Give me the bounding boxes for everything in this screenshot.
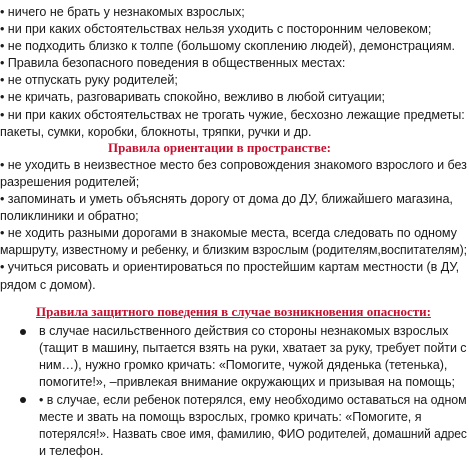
section-heading-protective: Правила защитного поведения в случае возникновения опасности: bbox=[36, 304, 431, 320]
list-item: • Правила безопасного поведения в общественных местах: bbox=[0, 56, 346, 71]
list-item: • в случае, если ребенок потерялся, ему необходимо оставаться на одном bbox=[39, 392, 467, 407]
list-item: потерялся!». Назвать свое имя, фамилию, ФИО родителей, домашний адрес bbox=[39, 426, 467, 441]
list-item: помогите!», –привлекая внимание окружающих и призывая на помощь; bbox=[39, 375, 455, 390]
list-item: • не отпускать руку родителей; bbox=[0, 73, 178, 88]
section-heading-orientation: Правила ориентации в пространстве: bbox=[108, 139, 331, 155]
list-item: • ни при каких обстоятельствах нельзя уходить с посторонним человеком; bbox=[0, 22, 432, 37]
list-item: • ничего не брать у незнакомых взрослых; bbox=[0, 5, 245, 19]
list-item: • запоминать и уметь объяснять дорогу от дома до ДУ, ближайшего магазина, bbox=[0, 192, 453, 207]
list-item: пакеты, сумки, коробки, блокноты, тряпки, ручки и др. bbox=[0, 124, 312, 139]
list-item: • ни при каких обстоятельствах не трогать чужие, бесхозно лежащие предметы: bbox=[0, 107, 465, 122]
list-item: • не подходить близко к толпе (большому скоплению людей), демонстрациям. bbox=[0, 39, 455, 54]
list-item: ним…), нужно громко кричать: «Помогите, чужой дяденька (тетенька), bbox=[39, 358, 448, 373]
list-item: поликлиники и обратно; bbox=[0, 209, 139, 224]
list-item: разрешения родителей; bbox=[0, 175, 140, 189]
bullet-icon bbox=[20, 329, 26, 335]
list-item: в случае насильственного действия со стороны незнакомых взрослых bbox=[39, 324, 449, 339]
list-item: • не уходить в неизвестное место без сопровождения знакомого взрослого и без bbox=[0, 157, 467, 172]
list-item: месте и звать на помощь взрослых, громко кричать: «Помогите, я bbox=[39, 409, 422, 424]
list-item: • учиться рисовать и ориентироваться по простейшим картам местности (в ДУ, bbox=[0, 260, 460, 275]
list-item: • не кричать, разговаривать спокойно, вежливо в любой ситуации; bbox=[0, 90, 385, 105]
list-item: • не ходить разными дорогами в знакомые места, всегда следовать по одному bbox=[0, 226, 457, 241]
list-item: (тащит в машину, пытается взять на руки, хватает за руку, требует пойти с bbox=[39, 341, 467, 356]
list-item: рядом с домом). bbox=[0, 277, 96, 292]
list-item: и телефон. bbox=[39, 443, 104, 458]
list-item: маршруту, известному и ребенку, и близким взрослым (родителям,воспитателям); bbox=[0, 243, 468, 258]
bullet-icon bbox=[20, 397, 26, 403]
